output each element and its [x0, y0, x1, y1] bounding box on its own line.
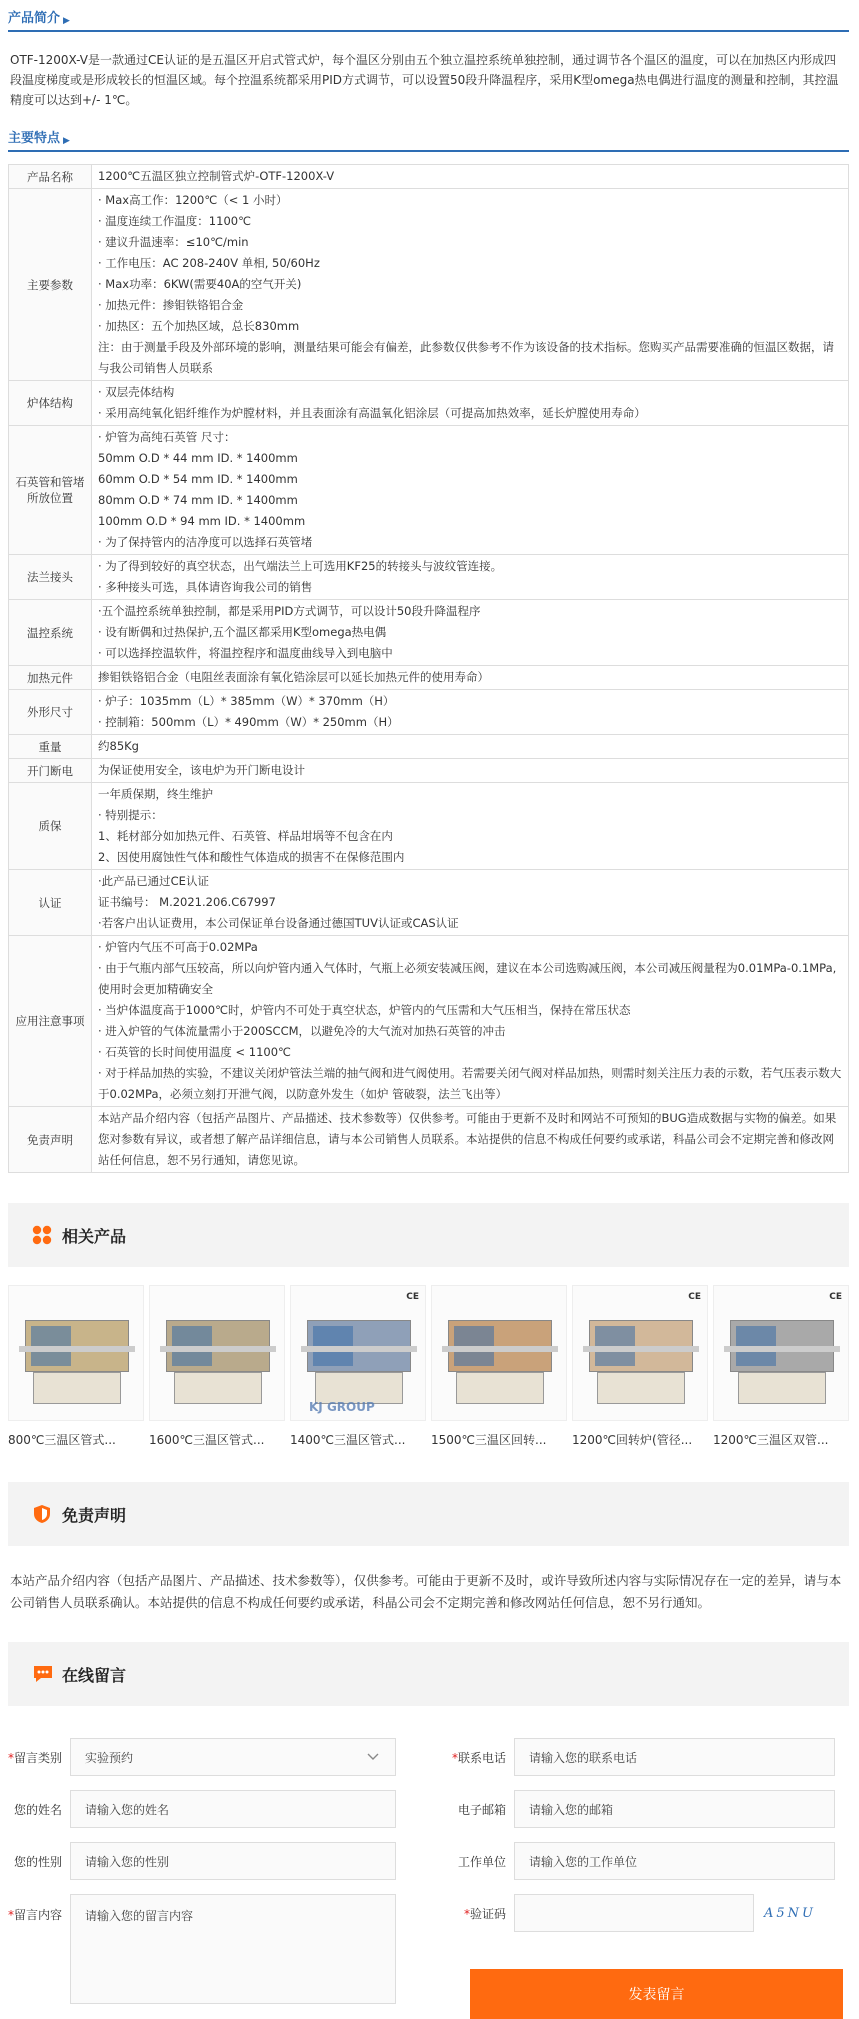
product-image[interactable]	[713, 1285, 849, 1421]
spec-line: · 当炉体温度高于1000℃时，炉管内不可处于真空状态，炉管内的气压需和大气压相当，保持在常压状态	[98, 1003, 631, 1017]
spec-key: 法兰接头	[9, 555, 92, 600]
spec-value	[92, 189, 849, 381]
spec-line: 一年质保期，终生维护	[98, 787, 213, 801]
spec-line: 约85Kg	[98, 739, 139, 753]
product-card[interactable]	[713, 1285, 849, 1448]
ce-badge: CE	[688, 1292, 701, 1302]
spec-line: ·此产品已通过CE认证	[98, 874, 209, 888]
spec-value	[92, 426, 849, 555]
spec-line: 证书编号： M.2021.206.C67997	[98, 895, 276, 909]
spec-line: · 多种接头可选，具体请咨询我公司的销售	[98, 580, 313, 594]
phone-input[interactable]: 请输入您的联系电话	[514, 1738, 835, 1776]
spec-key: 质保	[9, 783, 92, 870]
spec-line: · 炉子：1035mm（L）* 385mm（W）* 370mm（H）	[98, 694, 395, 708]
spec-value	[92, 759, 849, 783]
spec-line: · 双层壳体结构	[98, 385, 175, 399]
spec-value	[92, 870, 849, 936]
spec-value	[92, 936, 849, 1107]
message-title: 在线留言	[62, 1665, 127, 1685]
spec-line: · Max功率：6KW(需要40A的空气开关)	[98, 277, 302, 291]
spec-line: 2、因使用腐蚀性气体和酸性气体造成的损害不在保修范围内	[98, 850, 405, 864]
intro-section-title: 产品简介	[8, 11, 61, 26]
spec-row	[9, 735, 849, 759]
features-section-header	[8, 126, 849, 152]
name-input[interactable]: 请输入您的姓名	[70, 1790, 396, 1828]
spec-row	[9, 189, 849, 381]
spec-line: · 进入炉管的气体流量需小于200SCCM，以避免冷的大气流对加热石英管的冲击	[98, 1024, 506, 1038]
spec-row	[9, 555, 849, 600]
shield-icon	[32, 1504, 52, 1524]
spec-row	[9, 936, 849, 1107]
spec-value	[92, 600, 849, 666]
watermark-logo: KJ GROUP	[309, 1400, 375, 1414]
spec-line: 掺钼铁铬铝合金（电阻丝表面涂有氧化锆涂层可以延长加热元件的使用寿命）	[98, 670, 489, 684]
spec-line: ·若客户出认证费用，本公司保证单台设备通过德国TUV认证或CAS认证	[98, 916, 459, 930]
spec-key: 产品名称	[9, 165, 92, 189]
email-label: 电子邮箱	[457, 1802, 506, 1817]
product-card[interactable]	[8, 1285, 144, 1448]
spec-line: · 工作电压：AC 208-240V 单相, 50/60Hz	[98, 256, 320, 270]
company-input[interactable]: 请输入您的工作单位	[514, 1842, 835, 1880]
company-row	[452, 1842, 835, 1880]
spec-row	[9, 165, 849, 189]
spec-value	[92, 735, 849, 759]
product-caption[interactable]: 1200℃回转炉(管径...	[572, 1433, 693, 1447]
spec-key: 主要参数	[9, 189, 92, 381]
spec-key: 外形尺寸	[9, 690, 92, 735]
submit-button[interactable]: 发表留言	[470, 1969, 843, 2019]
spec-value	[92, 381, 849, 426]
gender-label: 您的性别	[13, 1854, 62, 1869]
spec-key: 免责声明	[9, 1107, 92, 1173]
spec-line: · 温度连续工作温度：1100℃	[98, 214, 251, 228]
spec-key: 加热元件	[9, 666, 92, 690]
product-card[interactable]	[149, 1285, 285, 1448]
spec-line: · 炉管为高纯石英管 尺寸：	[98, 430, 236, 444]
spec-line: · 炉管内气压不可高于0.02MPa	[98, 940, 258, 954]
chat-bubble-icon	[32, 1664, 52, 1684]
product-card[interactable]	[572, 1285, 708, 1448]
spec-line: 1200℃五温区独立控制管式炉-OTF-1200X-V	[98, 169, 335, 183]
phone-label: 联系电话	[458, 1750, 507, 1765]
spec-row	[9, 783, 849, 870]
product-caption[interactable]: 1600℃三温区管式...	[149, 1433, 265, 1447]
email-input[interactable]: 请输入您的邮箱	[514, 1790, 835, 1828]
grid-icon	[32, 1225, 52, 1245]
content-textarea[interactable]: 请输入您的留言内容	[70, 1894, 396, 2004]
spec-key: 重量	[9, 735, 92, 759]
spec-line: 注：由于测量手段及外部环境的影响，测量结果可能会有偏差，此参数仅供参考不作为该设备的技术指标。您购买产品需要准确的恒温区数据，请与我公司销售人员联系	[98, 340, 834, 375]
disclaimer-header	[8, 1482, 849, 1546]
product-caption[interactable]: 1400℃三温区管式...	[290, 1433, 406, 1447]
disclaimer-title: 免责声明	[62, 1505, 127, 1525]
spec-line: 80mm O.D * 74 mm ID. * 1400mm	[98, 493, 298, 507]
captcha-row: *验证码 A5NU	[452, 1894, 826, 1932]
company-label: 工作单位	[457, 1854, 506, 1869]
product-image[interactable]	[431, 1285, 567, 1421]
spec-line: · Max高工作：1200℃（< 1 小时）	[98, 193, 288, 207]
product-caption[interactable]: 800℃三温区管式...	[8, 1433, 116, 1447]
spec-line: · 控制箱：500mm（L）* 490mm（W）* 250mm（H）	[98, 715, 399, 729]
spec-row	[9, 870, 849, 936]
email-row	[452, 1790, 835, 1828]
spec-line: · 石英管的长时间使用温度 < 1100℃	[98, 1045, 291, 1059]
content-row: *留言内容 请输入您的留言内容	[8, 1894, 396, 2004]
spec-row	[9, 690, 849, 735]
spec-row	[9, 759, 849, 783]
spec-row	[9, 600, 849, 666]
spec-table	[8, 164, 849, 1173]
name-label: 您的姓名	[13, 1802, 62, 1817]
spec-key: 开门断电	[9, 759, 92, 783]
arrow-right-icon: ▶	[63, 16, 70, 26]
category-label: 留言类别	[14, 1750, 63, 1765]
spec-value	[92, 666, 849, 690]
spec-key: 石英管和管堵所放位置	[9, 426, 92, 555]
disclaimer-text: 本站产品介绍内容（包括产品图片、产品描述、技术参数等），仅供参考。可能由于更新不及时，或许导致所述内容与实际情况存在一定的差异，请与本公司销售人员联系确认。本站提供的信息不构成任何要约或承诺，科晶公司会不定期完善和修改网站任何信息，恕不另行通知。	[10, 1573, 842, 1610]
content-label: 留言内容	[14, 1908, 63, 1922]
spec-line: · 为了得到较好的真空状态，出气端法兰上可选用KF25的转接头与波纹管连接。	[98, 559, 503, 573]
captcha-input[interactable]	[514, 1894, 754, 1932]
spec-row	[9, 381, 849, 426]
chevron-down-icon	[367, 1750, 379, 1764]
spec-value	[92, 783, 849, 870]
spec-value	[92, 1107, 849, 1173]
spec-row	[9, 426, 849, 555]
spec-line: ·五个温控系统单独控制，都是采用PID方式调节，可以设计50段升降温程序	[98, 604, 481, 618]
spec-key: 温控系统	[9, 600, 92, 666]
spec-line: · 由于气瓶内部气压较高，所以向炉管内通入气体时，气瓶上必须安装减压阀，建议在本公司选购减压阀，本公司减压阀量程为0.01MPa-0.1MPa,使用时会更加精确安全	[98, 961, 837, 996]
spec-line: · 对于样品加热的实验，不建议关闭炉管法兰端的抽气阀和进气阀使用。若需要关闭气阀对样品加热，则需时刻关注压力表的示数，若气压表示数大于0.02MPa，必须立刻打开泄气阀，以防意外发生（如炉 管破裂，法兰飞出等）	[98, 1066, 842, 1101]
spec-line: · 可以选择控温软件，将温控程序和温度曲线导入到电脑中	[98, 646, 393, 660]
spec-value	[92, 165, 849, 189]
product-image[interactable]	[572, 1285, 708, 1421]
captcha-label: 验证码	[469, 1906, 506, 1921]
product-caption[interactable]: 1500℃三温区回转...	[431, 1433, 547, 1447]
message-form	[8, 1716, 849, 2003]
product-card[interactable]	[431, 1285, 567, 1448]
spec-line: · 加热区：五个加热区域，总长830mm	[98, 319, 300, 333]
spec-line: 为保证使用安全，该电炉为开门断电设计	[98, 763, 305, 777]
spec-key: 应用注意事项	[9, 936, 92, 1107]
product-image[interactable]	[149, 1285, 285, 1421]
gender-row	[8, 1842, 396, 1880]
related-products-list	[8, 1285, 849, 1448]
features-section-title: 主要特点	[8, 131, 61, 146]
spec-line: · 特别提示：	[98, 808, 163, 822]
spec-row	[9, 666, 849, 690]
arrow-right-icon: ▶	[63, 136, 70, 146]
product-card[interactable]	[290, 1285, 426, 1448]
ce-badge: CE	[406, 1292, 419, 1302]
spec-line: · 加热元件：掺钼铁铬铝合金	[98, 298, 244, 312]
spec-line: 50mm O.D * 44 mm ID. * 1400mm	[98, 451, 298, 465]
spec-line: 60mm O.D * 54 mm ID. * 1400mm	[98, 472, 298, 486]
spec-value	[92, 690, 849, 735]
spec-line: · 设有断偶和过热保护,五个温区都采用K型omega热电偶	[98, 625, 387, 639]
spec-line: 本站产品介绍内容（包括产品图片、产品描述、技术参数等）仅供参考。可能由于更新不及时和网站不可预知的BUG造成数据与实物的偏差。如果您对参数有异议，或者想了解产品详细信息，请与本公司销售人员联系。本站提供的信息不构成任何要约或承诺，科晶公司会不定期完善和修改网站任何信息，恕不另行通知，请您见谅。	[98, 1111, 837, 1167]
related-products-header	[8, 1203, 849, 1267]
spec-line: · 采用高纯氧化铝纤维作为炉膛材料，并且表面涂有高温氧化铝涂层（可提高加热效率，延长炉膛使用寿命）	[98, 406, 646, 420]
category-select[interactable]	[70, 1738, 396, 1776]
spec-row	[9, 1107, 849, 1173]
phone-row: *联系电话 请输入您的联系电话	[452, 1738, 835, 1776]
spec-line: 1、耗材部分如加热元件、石英管、样品坩埚等不包含在内	[98, 829, 393, 843]
category-value: 实验预约	[85, 1750, 134, 1765]
intro-section-header	[8, 6, 849, 32]
spec-line: · 建议升温速率：≤10℃/min	[98, 235, 249, 249]
product-image[interactable]	[290, 1285, 426, 1421]
message-header	[8, 1642, 849, 1706]
name-row	[8, 1790, 396, 1828]
product-caption[interactable]: 1200℃三温区双管...	[713, 1433, 829, 1447]
spec-key: 认证	[9, 870, 92, 936]
spec-value	[92, 555, 849, 600]
captcha-image[interactable]: A5NU	[764, 1905, 816, 1921]
product-image[interactable]	[8, 1285, 144, 1421]
spec-line: · 为了保持管内的洁净度可以选择石英管堵	[98, 535, 313, 549]
gender-input[interactable]: 请输入您的性别	[70, 1842, 396, 1880]
ce-badge: CE	[829, 1292, 842, 1302]
spec-key: 炉体结构	[9, 381, 92, 426]
spec-line: 100mm O.D * 94 mm ID. * 1400mm	[98, 514, 306, 528]
intro-text: OTF-1200X-V是一款通过CE认证的是五温区开启式管式炉，每个温区分别由五个独立温控系统单独控制，通过调节各个温区的温度，可以在加热区内形成四段温度梯度或是形成较长的恒温区域。每个控温系统都采用PID方式调节，可以设置50段升降温程序，采用K型omega热电偶进行温度的测量和控制，其控温精度可以达到+/- 1℃。	[10, 53, 839, 107]
category-row: *留言类别 实验预约	[8, 1738, 396, 1776]
related-products-title: 相关产品	[62, 1226, 127, 1246]
